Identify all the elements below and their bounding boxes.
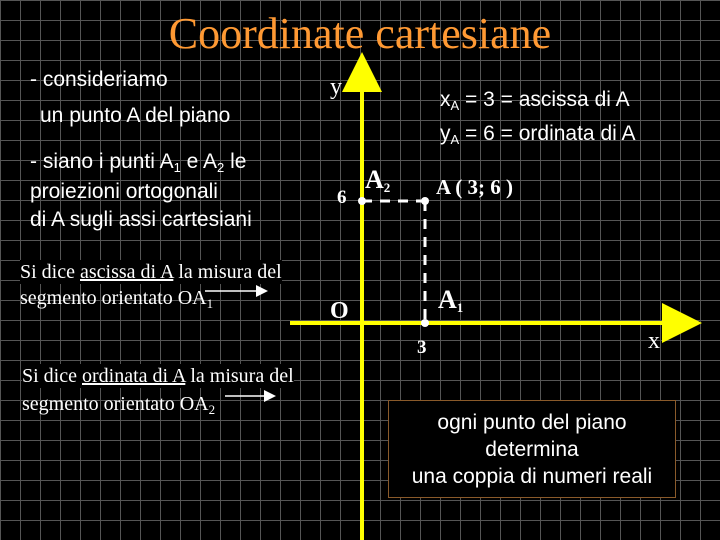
- intro-line1: - consideriamo: [30, 68, 168, 91]
- point-a-label: A ( 3; 6 ): [436, 175, 513, 199]
- projections-line3: di A sugli assi cartesiani: [30, 208, 252, 231]
- a1-label: $A_1$: [438, 285, 464, 315]
- ya-equation: $y_A = 6$ = ordinata di A: [440, 122, 636, 147]
- intro-line2: un punto A del piano: [40, 104, 231, 127]
- projections-line1: - siano i punti $A_1$ e $A_2$ le: [30, 150, 247, 175]
- y-axis-label: y: [330, 74, 342, 100]
- point-a2: [358, 197, 366, 205]
- ascissa-definition-line2: segmento orientato $OA_1$: [20, 287, 214, 311]
- origin-label: O: [330, 298, 349, 324]
- a2-label: $A_2$: [365, 165, 391, 195]
- x-tick-label: 3: [417, 337, 427, 358]
- page-title: Coordinate cartesiane: [168, 9, 552, 58]
- ordinata-definition-line2: segmento orientato $OA_2$: [22, 393, 216, 417]
- y-tick-label: 6: [337, 187, 347, 208]
- point-a1: [421, 319, 429, 327]
- summary-box: [388, 400, 676, 498]
- ordinata-definition-line1: Si dice ordinata di A la misura del: [22, 365, 294, 387]
- summary-line2: determina: [485, 438, 579, 461]
- summary-line1: ogni punto del piano: [437, 411, 627, 434]
- ascissa-definition-line1: Si dice ascissa di A la misura del: [20, 261, 282, 283]
- xa-equation: $x_A = 3$ = ascissa di A: [440, 88, 630, 113]
- summary-line3: una coppia di numeri reali: [411, 465, 653, 488]
- x-axis-label: x: [648, 328, 660, 354]
- point-a: [421, 197, 429, 205]
- projections-line2: proiezioni ortogonali: [30, 180, 218, 203]
